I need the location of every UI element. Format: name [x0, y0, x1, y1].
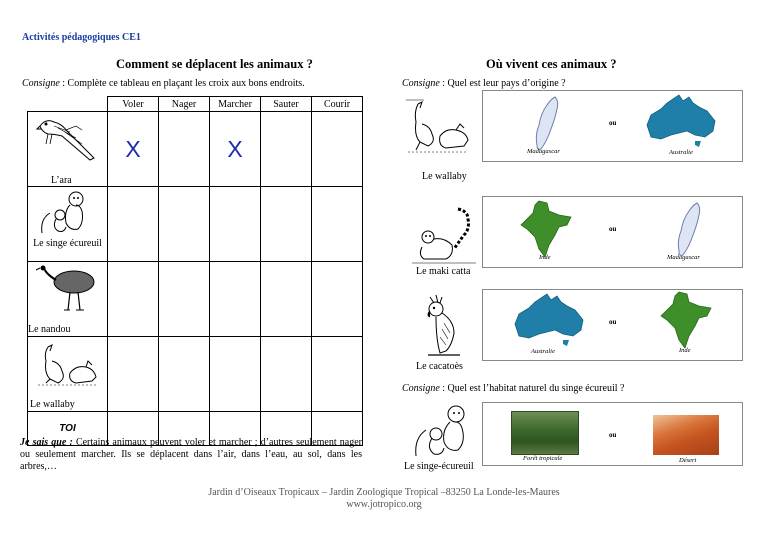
footer: [0, 487, 768, 511]
mark-cell[interactable]: [210, 112, 261, 187]
choice-caption: Désert: [679, 457, 697, 464]
animal-cell: [28, 337, 108, 412]
madagascar-map-icon[interactable]: [675, 201, 705, 259]
animal-cell: [28, 187, 108, 262]
forest-photo[interactable]: [511, 411, 579, 455]
mark-cell[interactable]: [159, 112, 210, 187]
column-header: Marcher: [210, 97, 261, 112]
left-title: Comment se déplacent les animaux ?: [116, 57, 313, 71]
movement-table: [27, 96, 363, 446]
footer-line-2: www.jotropico.org: [346, 499, 422, 510]
consigne-label: Consigne: [402, 78, 440, 89]
column-header: Voler: [108, 97, 159, 112]
table-header-row: [28, 97, 363, 112]
mark-cell[interactable]: [210, 187, 261, 262]
table-row: [28, 187, 363, 262]
lemur-icon: [410, 205, 480, 267]
consigne-text: : Quel est l’habitat naturel du singe écureuil ?: [439, 383, 625, 394]
animal-cell: [28, 112, 108, 187]
mark-cell[interactable]: [210, 262, 261, 337]
item-animal-name: Le cacatoès: [416, 361, 463, 372]
right-consigne: [402, 78, 566, 89]
consigne-label: Consigne: [402, 383, 440, 394]
parrot-icon: [36, 114, 98, 162]
ou-label: ou: [609, 431, 617, 439]
cross-mark: X: [125, 135, 141, 162]
cross-mark: X: [227, 135, 243, 162]
footer-line-1: Jardin d’Oiseaux Tropicaux – Jardin Zoologique Tropical –83250 La Londe-les-Maures: [208, 487, 560, 498]
wallaby-icon: [36, 343, 98, 387]
mark-cell[interactable]: [159, 337, 210, 412]
left-consigne: [22, 78, 305, 89]
mark-cell[interactable]: [312, 112, 363, 187]
consigne-text: : Quel est leur pays d’origine ?: [439, 78, 566, 89]
toi-label: TOI: [28, 412, 108, 446]
mark-cell[interactable]: [159, 187, 210, 262]
je-sais-text: Certains animaux peuvent voler et marcher ; d’autres seulement nager ou seulement marcher. Ils se déplacent dans l’air, dans l’eau, au sol, dans les arbres,…: [20, 437, 362, 472]
table-row: [28, 262, 363, 337]
mark-cell[interactable]: [108, 112, 159, 187]
column-header: Courir: [312, 97, 363, 112]
choice-box: [482, 402, 743, 466]
choice-caption: Inde: [679, 347, 691, 354]
choice-caption: Madagascar: [667, 254, 700, 261]
cockatoo-icon: [420, 293, 468, 357]
mark-cell[interactable]: [108, 262, 159, 337]
choice-caption: Australie: [669, 149, 693, 156]
table-row: [28, 337, 363, 412]
table-row: [28, 112, 363, 187]
choice-box: [482, 90, 743, 162]
rhea-icon: [34, 264, 100, 314]
mark-cell[interactable]: [312, 187, 363, 262]
column-header: Nager: [159, 97, 210, 112]
desert-photo[interactable]: [653, 415, 719, 455]
mark-cell[interactable]: [159, 262, 210, 337]
australia-map-icon[interactable]: [643, 93, 719, 151]
right-title: Où vivent ces animaux ?: [486, 57, 617, 71]
mark-cell[interactable]: [261, 262, 312, 337]
monkey-icon: [38, 189, 94, 235]
animal-cell: [28, 262, 108, 337]
choice-caption: Forêt tropicale: [523, 455, 563, 462]
je-sais-label: Je sais que :: [20, 437, 73, 448]
item-animal-name: Le maki catta: [416, 266, 471, 277]
choice-box: [482, 289, 743, 361]
india-map-icon[interactable]: [659, 290, 715, 350]
animal-label: Le singe écureuil: [33, 238, 102, 249]
australia-map-icon[interactable]: [511, 292, 587, 350]
mark-cell[interactable]: [312, 262, 363, 337]
choice-caption: Australie: [531, 348, 555, 355]
consigne-label: Consigne: [22, 78, 60, 89]
ou-label: ou: [609, 318, 617, 326]
mark-cell[interactable]: [108, 187, 159, 262]
madagascar-map-icon[interactable]: [533, 95, 563, 153]
mark-cell[interactable]: [210, 337, 261, 412]
mark-cell[interactable]: [261, 337, 312, 412]
header-label: Activités pédagogiques CE1: [22, 32, 141, 43]
mark-cell[interactable]: [312, 337, 363, 412]
mark-cell[interactable]: [261, 187, 312, 262]
right-consigne-2: [402, 383, 624, 394]
choice-caption: Madagascar: [527, 148, 560, 155]
ou-label: ou: [609, 119, 617, 127]
monkey-icon: [412, 402, 476, 458]
choice-caption: Inde: [539, 254, 551, 261]
choice-box: [482, 196, 743, 268]
wallaby-icon: [402, 96, 472, 156]
mark-cell[interactable]: [261, 112, 312, 187]
animal-label: Le wallaby: [30, 399, 75, 410]
column-header: Sauter: [261, 97, 312, 112]
mark-cell[interactable]: [108, 337, 159, 412]
item-animal-name: Le singe-écureuil: [404, 461, 474, 472]
animal-label: L’ara: [51, 175, 72, 186]
consigne-text: : Complète ce tableau en plaçant les croix aux bons endroits.: [59, 78, 305, 89]
india-map-icon[interactable]: [519, 199, 575, 259]
je-sais-paragraph: [20, 437, 362, 473]
ou-label: ou: [609, 225, 617, 233]
item-animal-name: Le wallaby: [422, 171, 467, 182]
animal-label: Le nandou: [28, 324, 71, 335]
